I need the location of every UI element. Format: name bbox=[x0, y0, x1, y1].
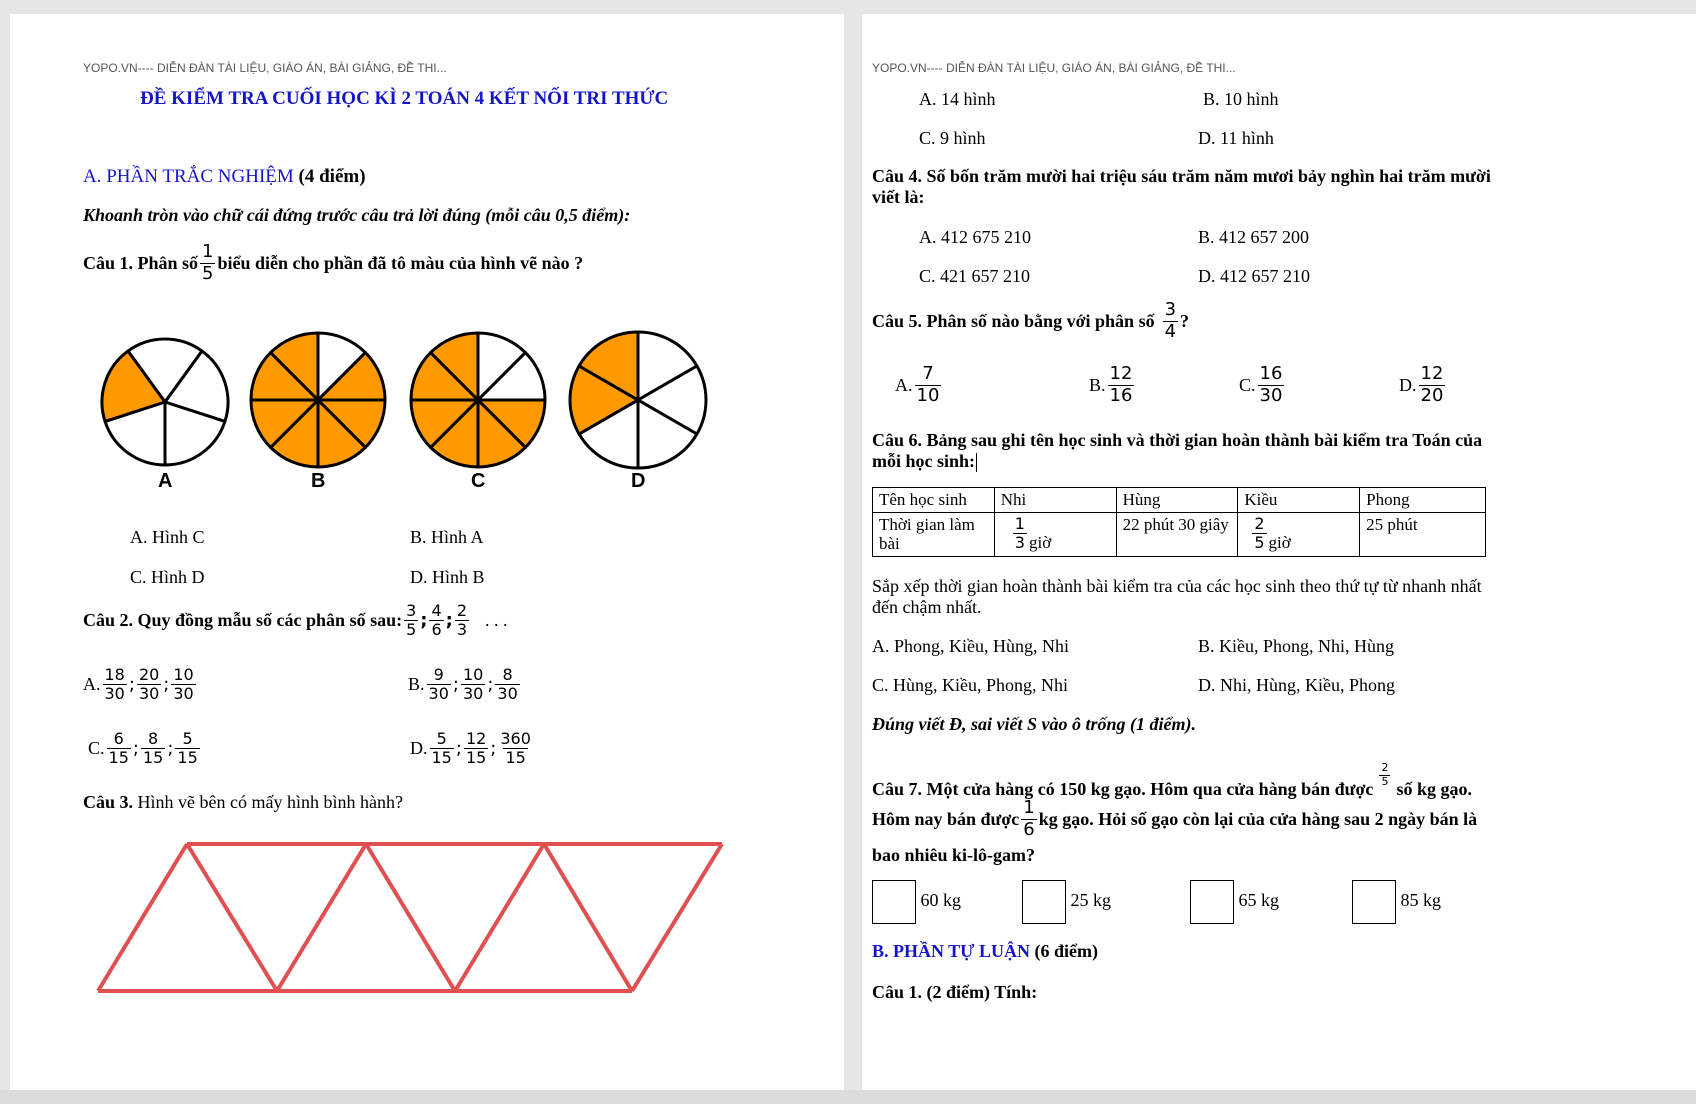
frac-den: 6 bbox=[431, 620, 442, 640]
frac-den: 30 bbox=[1259, 384, 1283, 406]
fraction bbox=[141, 730, 165, 768]
unit: giờ bbox=[1028, 532, 1052, 552]
fraction bbox=[175, 730, 199, 768]
table-cell: Thời gian làm bài bbox=[873, 512, 995, 556]
separator: ; bbox=[132, 738, 139, 760]
separator: ; bbox=[163, 674, 170, 696]
frac-num: 2 bbox=[1381, 761, 1389, 774]
q3-text: Hình vẽ bên có mấy hình bình hành? bbox=[137, 792, 403, 812]
frac-den: 3 bbox=[456, 620, 468, 640]
section-a-label: A. PHẦN TRẮC NGHIỆM bbox=[83, 166, 294, 187]
true-false-instruction: Đúng viết Đ, sai viết S vào ô trống (1 điểm). bbox=[872, 714, 1196, 734]
answer-item bbox=[1190, 880, 1279, 924]
q4-line-2: viết là: bbox=[872, 187, 925, 207]
table-cell bbox=[994, 512, 1116, 556]
frac-num: 2 bbox=[456, 601, 468, 620]
document-page-left bbox=[10, 14, 844, 1090]
q1-option-b[interactable]: B. Hình A bbox=[410, 527, 484, 547]
frac-den: 10 bbox=[916, 384, 940, 406]
page-header: YOPO.VN---- DIỄN ĐÀN TÀI LIỆU, GIÁO ÁN, BÀI GIẢNG, ĐỀ THI... bbox=[83, 61, 447, 75]
fraction bbox=[427, 666, 451, 704]
answer-item bbox=[1022, 880, 1111, 924]
fraction bbox=[103, 666, 127, 704]
pie-chart-group bbox=[10, 304, 844, 504]
q2-dots: . . . bbox=[485, 610, 508, 631]
answer-label: 85 kg bbox=[1400, 890, 1441, 911]
frac-num: 7 bbox=[922, 363, 934, 384]
frac-num: 18 bbox=[104, 665, 125, 684]
section-a-points: (4 điểm) bbox=[298, 166, 366, 187]
q5-option-d[interactable] bbox=[1399, 364, 1447, 406]
q7-fraction bbox=[1021, 798, 1036, 840]
q2-frac-1 bbox=[404, 602, 418, 640]
instruction-text: Khoanh tròn vào chữ cái đứng trước câu trả lời đúng (mỗi câu 0,5 điểm): bbox=[83, 205, 631, 225]
fraction bbox=[464, 730, 488, 768]
frac-num: 8 bbox=[148, 729, 159, 748]
question-2 bbox=[83, 602, 508, 640]
fraction bbox=[171, 666, 195, 704]
q6-line-2 bbox=[872, 451, 977, 472]
frac-num: 9 bbox=[433, 665, 444, 684]
option-letter: D. bbox=[1399, 374, 1417, 395]
section-b-points: (6 điểm) bbox=[1034, 941, 1098, 961]
q7-text-b: số kg gạo. bbox=[1396, 779, 1472, 800]
pie-label-c: C bbox=[471, 470, 486, 492]
frac-num: 1 bbox=[1014, 513, 1025, 533]
section-a-heading bbox=[83, 166, 366, 188]
frac-den: 5 bbox=[1254, 532, 1265, 552]
frac-den: 30 bbox=[104, 684, 125, 704]
q3-option-d[interactable]: D. 11 hình bbox=[1198, 128, 1274, 148]
frac-num: 12 bbox=[465, 729, 487, 748]
answer-label: 25 kg bbox=[1070, 890, 1111, 911]
edge-line bbox=[277, 844, 366, 991]
fraction bbox=[1419, 364, 1446, 406]
table-row bbox=[873, 512, 1486, 556]
frac-den: 15 bbox=[177, 748, 198, 768]
pie-label-b: B bbox=[311, 470, 326, 492]
q1-prefix: Câu 1. Phân số bbox=[83, 252, 199, 273]
edge-line bbox=[98, 844, 187, 991]
frac-num: 16 bbox=[1259, 363, 1283, 384]
table-cell: Nhi bbox=[994, 488, 1116, 513]
frac-num: 10 bbox=[462, 665, 484, 684]
frac-den: 6 bbox=[1023, 818, 1035, 840]
edge-line bbox=[632, 844, 722, 991]
q5-option-c[interactable] bbox=[1239, 364, 1286, 406]
q1-fraction bbox=[200, 242, 215, 284]
q1-frac-den: 5 bbox=[202, 262, 214, 284]
q4-option-a[interactable]: A. 412 675 210 bbox=[919, 227, 1031, 247]
separator: ; bbox=[452, 674, 459, 696]
question-5 bbox=[872, 300, 1189, 342]
q6-instruction-1: Sắp xếp thời gian hoàn thành bài kiểm tra của các học sinh theo thứ tự từ nhanh nhất bbox=[872, 576, 1482, 596]
q2-option-d[interactable] bbox=[410, 730, 535, 768]
q2-frac-3 bbox=[455, 602, 469, 640]
q6-instruction-2: đến chậm nhất. bbox=[872, 597, 982, 617]
separator: ; bbox=[445, 610, 453, 632]
frac-den: 4 bbox=[1164, 320, 1177, 342]
frac-num: 3 bbox=[406, 601, 417, 620]
option-letter: A. bbox=[895, 374, 913, 395]
exam-title: ĐỀ KIỂM TRA CUỐI HỌC KÌ 2 TOÁN 4 KẾT NỐI TRI THỨC bbox=[140, 88, 669, 109]
q1-option-a[interactable]: A. Hình C bbox=[130, 527, 205, 547]
q4-option-b[interactable]: B. 412 657 200 bbox=[1198, 227, 1310, 247]
q6-option-d[interactable]: D. Nhi, Hùng, Kiều, Phong bbox=[1198, 675, 1395, 695]
frac-num: 2 bbox=[1254, 513, 1265, 533]
time-table bbox=[872, 487, 1486, 557]
q5-prefix: Câu 5. Phân số nào bằng với phân số bbox=[872, 310, 1155, 331]
fraction bbox=[430, 730, 454, 768]
edge-line bbox=[544, 844, 632, 991]
answer-checkbox[interactable] bbox=[1022, 880, 1066, 924]
answer-checkbox[interactable] bbox=[1352, 880, 1396, 924]
option-letter: C. bbox=[88, 738, 105, 759]
q6-option-b[interactable]: B. Kiều, Phong, Nhi, Hùng bbox=[1198, 636, 1395, 656]
frac-den: 3 bbox=[1014, 532, 1025, 552]
option-letter: D. bbox=[410, 738, 428, 759]
frac-num: 4 bbox=[431, 601, 442, 620]
frac-num: 6 bbox=[113, 729, 124, 748]
frac-num: 360 bbox=[500, 729, 531, 748]
table-row bbox=[873, 488, 1486, 513]
frac-den: 30 bbox=[173, 684, 194, 704]
q6-line-2-text: mỗi học sinh: bbox=[872, 451, 976, 471]
table-cell bbox=[1238, 512, 1360, 556]
q5-option-a[interactable] bbox=[895, 364, 943, 406]
q6-line-1: Câu 6. Bảng sau ghi tên học sinh và thời gian hoàn thành bài kiểm tra Toán của bbox=[872, 430, 1483, 450]
pie-label-a: A bbox=[158, 470, 173, 492]
page-header: YOPO.VN---- DIỄN ĐÀN TÀI LIỆU, GIÁO ÁN, BÀI GIẢNG, ĐỀ THI... bbox=[872, 61, 1236, 75]
separator: ; bbox=[490, 738, 497, 760]
parallelogram-figure bbox=[10, 834, 844, 1090]
q7-text-c: Hôm nay bán được bbox=[872, 808, 1020, 829]
frac-num: 5 bbox=[436, 729, 447, 748]
q7-text-d: kg gạo. Hỏi số gạo còn lại của cửa hàng sau 2 ngày bán là bbox=[1038, 808, 1478, 829]
fraction bbox=[1108, 364, 1135, 406]
separator: ; bbox=[420, 610, 428, 632]
q2-prefix: Câu 2. Quy đồng mẫu số các phân số sau: bbox=[83, 610, 403, 631]
table-cell: 25 phút bbox=[1360, 512, 1486, 556]
fraction bbox=[495, 666, 519, 704]
frac-den: 15 bbox=[108, 748, 129, 768]
fraction bbox=[1252, 515, 1266, 553]
q7-text-a: Câu 7. Một cửa hàng có 150 kg gạo. Hôm qua cửa hàng bán được bbox=[872, 779, 1374, 800]
frac-den: 15 bbox=[142, 748, 164, 768]
q2-option-a[interactable] bbox=[83, 666, 198, 704]
q4-line-1: Câu 4. Số bốn trăm mười hai triệu sáu trăm năm mươi bảy nghìn hai trăm mười bbox=[872, 166, 1491, 186]
section-b-label: B. PHẦN TỰ LUẬN bbox=[872, 941, 1031, 961]
frac-num: 3 bbox=[1164, 299, 1177, 320]
option-letter: B. bbox=[1089, 374, 1106, 395]
frac-num: 5 bbox=[182, 729, 193, 748]
option-letter: A. bbox=[83, 674, 101, 695]
q1-option-c[interactable]: C. Hình D bbox=[130, 567, 205, 587]
answer-item bbox=[1352, 880, 1441, 924]
q2-frac-2 bbox=[429, 602, 443, 640]
separator: ; bbox=[167, 738, 174, 760]
frac-den: 5 bbox=[406, 620, 417, 640]
q1-option-d[interactable]: D. Hình B bbox=[410, 567, 485, 587]
frac-den: 15 bbox=[505, 748, 526, 768]
text-cursor bbox=[976, 453, 977, 472]
frac-den: 16 bbox=[1109, 384, 1133, 406]
q3-option-b[interactable]: B. 10 hình bbox=[1203, 89, 1279, 109]
part-b-question-1: Câu 1. (2 điểm) Tính: bbox=[872, 982, 1038, 1002]
frac-num: 20 bbox=[138, 665, 160, 684]
q1-frac-num: 1 bbox=[202, 241, 214, 262]
edge-line bbox=[187, 844, 277, 991]
frac-num: 12 bbox=[1420, 363, 1444, 384]
frac-num: 8 bbox=[502, 665, 513, 684]
table-cell: Tên học sinh bbox=[873, 488, 995, 513]
separator: ; bbox=[455, 738, 462, 760]
fraction bbox=[498, 730, 533, 768]
table-cell: 22 phút 30 giây bbox=[1116, 512, 1238, 556]
table-cell: Hùng bbox=[1116, 488, 1238, 513]
frac-den: 30 bbox=[462, 684, 484, 704]
option-letter: C. bbox=[1239, 374, 1256, 395]
frac-den: 20 bbox=[1420, 384, 1444, 406]
separator: ; bbox=[128, 674, 135, 696]
question-1 bbox=[83, 242, 583, 284]
document-page-right bbox=[862, 14, 1696, 1090]
section-b-heading bbox=[872, 941, 1098, 962]
fraction bbox=[915, 364, 942, 406]
frac-den: 30 bbox=[497, 684, 518, 704]
edge-line bbox=[366, 844, 455, 991]
question-3 bbox=[83, 792, 403, 813]
q7-line-3: bao nhiêu ki-lô-gam? bbox=[872, 845, 1036, 865]
frac-den: 30 bbox=[428, 684, 449, 704]
separator: ; bbox=[487, 674, 494, 696]
horizontal-scrollbar[interactable] bbox=[0, 1090, 1696, 1104]
edge-line bbox=[455, 844, 544, 991]
q2-option-b[interactable] bbox=[408, 666, 522, 704]
q3-option-a[interactable]: A. 14 hình bbox=[919, 89, 996, 109]
q1-suffix: biểu diễn cho phần đã tô màu của hình vẽ nào ? bbox=[217, 252, 584, 273]
q3-label: Câu 3. bbox=[83, 792, 134, 812]
answer-label: 60 kg bbox=[920, 890, 961, 911]
q4-option-c[interactable]: C. 421 657 210 bbox=[919, 266, 1031, 286]
q7-small-fraction bbox=[1379, 762, 1390, 788]
q6-option-a[interactable]: A. Phong, Kiều, Hùng, Nhi bbox=[872, 636, 1069, 656]
frac-den: 5 bbox=[1381, 774, 1389, 788]
q7-line-1 bbox=[872, 762, 1472, 800]
parallelogram-lines bbox=[98, 844, 722, 991]
fraction bbox=[461, 666, 485, 704]
frac-den: 30 bbox=[138, 684, 160, 704]
q2-option-c[interactable] bbox=[88, 730, 202, 768]
q6-option-c[interactable]: C. Hùng, Kiều, Phong, Nhi bbox=[872, 675, 1069, 695]
answer-checkbox[interactable] bbox=[872, 880, 916, 924]
frac-num: 10 bbox=[173, 665, 194, 684]
fraction bbox=[1258, 364, 1285, 406]
table-cell: Phong bbox=[1360, 488, 1486, 513]
q5-suffix: ? bbox=[1180, 310, 1190, 331]
option-letter: B. bbox=[408, 674, 425, 695]
frac-den: 15 bbox=[431, 748, 452, 768]
q7-line-2 bbox=[872, 798, 1477, 840]
table-cell: Kiều bbox=[1238, 488, 1360, 513]
pie-label-d: D bbox=[631, 470, 646, 492]
frac-num: 1 bbox=[1023, 797, 1035, 818]
unit: giờ bbox=[1268, 532, 1291, 552]
fraction bbox=[107, 730, 131, 768]
answer-checkbox[interactable] bbox=[1190, 880, 1234, 924]
q5-fraction bbox=[1163, 300, 1178, 342]
answer-label: 65 kg bbox=[1238, 890, 1279, 911]
q3-option-c[interactable]: C. 9 hình bbox=[919, 128, 986, 148]
fraction bbox=[1013, 515, 1027, 553]
fraction bbox=[137, 666, 161, 704]
frac-den: 15 bbox=[465, 748, 487, 768]
answer-item bbox=[872, 880, 961, 924]
q4-option-d[interactable]: D. 412 657 210 bbox=[1198, 266, 1310, 286]
q5-option-b[interactable] bbox=[1089, 364, 1136, 406]
frac-num: 12 bbox=[1109, 363, 1133, 384]
